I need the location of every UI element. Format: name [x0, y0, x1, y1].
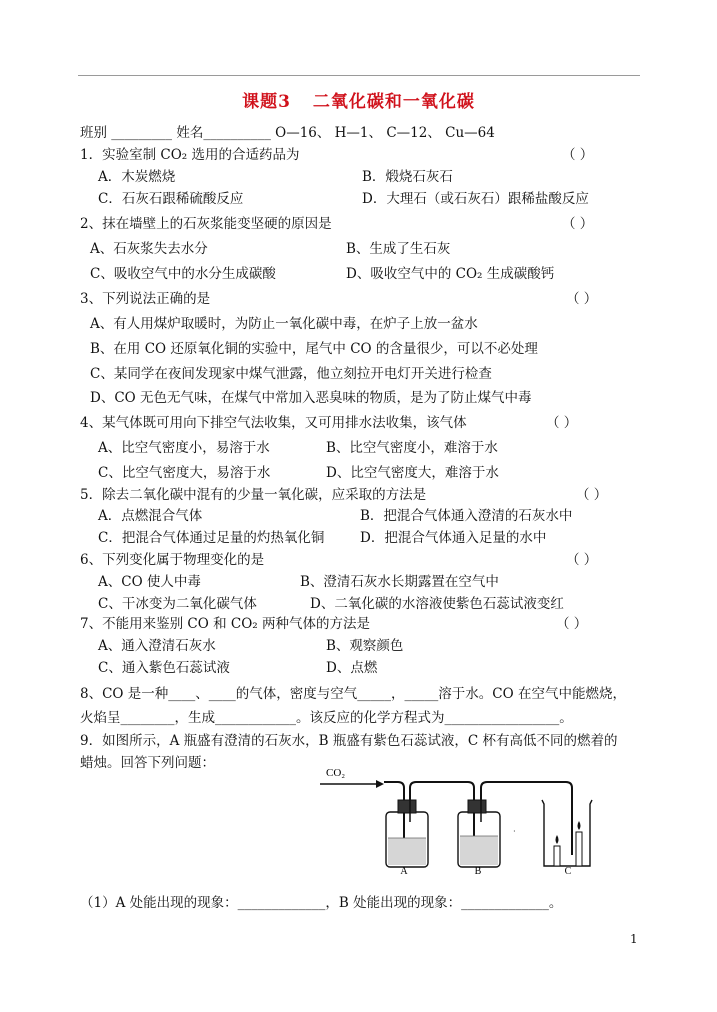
question-1-stem: 1．实验室制 CO₂ 选用的合适药品为 — [80, 147, 300, 163]
question-2-option-c: C、吸收空气中的水分生成碳酸 — [90, 266, 276, 282]
question-1-option-a: A．木炭燃烧 — [98, 169, 176, 185]
question-7-option-b: B、观察颜色 — [326, 638, 404, 654]
question-5-stem: 5．除去二氧化碳中混有的少量一氧化碳，应采取的方法是 — [80, 487, 427, 503]
question-4-option-c: C、比空气密度大，易溶于水 — [98, 465, 271, 481]
student-info-line: 班别 _________ 姓名__________ O—16、 H—1、 C—12、 Cu—64 — [80, 125, 495, 141]
question-6-option-c: C、干冰变为二氧化碳气体 — [98, 596, 257, 612]
question-4-option-a: A、比空气密度小，易溶于水 — [98, 440, 270, 456]
question-5-option-d: D．把混合气体通入足量的水中 — [360, 530, 547, 546]
page-number: 1 — [630, 932, 638, 946]
question-8-line-2: 火焰呈________，生成____________。该反应的化学方程式为_________________。 — [80, 710, 573, 726]
question-1-option-c: C．石灰石跟稀硫酸反应 — [98, 191, 244, 207]
bottle-a — [386, 800, 428, 867]
bottle-b — [458, 800, 500, 867]
lesson-number: 课题3 — [242, 92, 291, 112]
question-5-answer-paren: （ ） — [576, 487, 608, 503]
svg-text:·: · — [513, 827, 516, 836]
question-1-option-b: B．煅烧石灰石 — [362, 169, 453, 185]
question-7-answer-paren: （ ） — [556, 616, 588, 632]
question-2-answer-paren: （ ） — [562, 216, 594, 232]
question-9-line-1: 9．如图所示，A 瓶盛有澄清的石灰水，B 瓶盛有紫色石蕊试液，C 杯有高低不同的燃着的 — [80, 733, 618, 749]
page-title — [0, 90, 717, 114]
question-4-option-b: B、比空气密度小，难溶于水 — [326, 440, 498, 456]
question-4-option-d: D、比空气密度大，难溶于水 — [326, 465, 499, 481]
question-6-option-a: A、CO 使人中毒 — [98, 574, 201, 590]
question-7-option-a: A、通入澄清石灰水 — [98, 638, 216, 654]
header-rule — [78, 75, 640, 76]
inlet-arrow-head — [376, 780, 384, 788]
question-2-option-b: B、生成了生石灰 — [346, 241, 451, 257]
question-9-sub-1: （1）A 处能出现的现象：_____________，B 处能出现的现象：_____________。 — [80, 895, 563, 911]
question-3-stem: 3、下列说法正确的是 — [80, 291, 211, 307]
diagram-label-b: B — [474, 866, 482, 877]
question-7-option-d: D、点燃 — [326, 660, 378, 676]
question-6-answer-paren: （ ） — [566, 552, 598, 568]
question-5-option-b: B．把混合气体通入澄清的石灰水中 — [360, 508, 573, 524]
lesson-topic: 二氧化碳和一氧化碳 — [312, 92, 475, 112]
question-3-answer-paren: （ ） — [566, 291, 598, 307]
question-4-answer-paren: （ ） — [546, 415, 578, 431]
question-6-stem: 6、下列变化属于物理变化的是 — [80, 552, 265, 568]
diagram-label-a: A — [400, 866, 408, 877]
question-2-stem: 2、抹在墙壁上的石灰浆能变坚硬的原因是 — [80, 216, 332, 232]
question-3-option-d: D、CO 无色无气味，在煤气中常加入恶臭味的物质，是为了防止煤气中毒 — [90, 390, 532, 406]
question-3-option-a: A、有人用煤炉取暖时，为防止一氧化碳中毒，在炉子上放一盆水 — [90, 316, 478, 332]
question-5-option-c: C．把混合气体通过足量的灼热氧化铜 — [98, 530, 325, 546]
beaker-c — [542, 800, 592, 866]
question-8-line-1: 8、CO 是一种____、____的气体，密度与空气_____，_____溶于水。CO 在空气中能燃烧， — [80, 686, 626, 702]
question-2-option-a: A、石灰浆失去水分 — [90, 241, 208, 257]
question-2-option-d: D、吸收空气中的 CO₂ 生成碳酸钙 — [346, 266, 555, 282]
question-7-option-c: C、通入紫色石蕊试液 — [98, 660, 230, 676]
question-4-stem: 4、某气体既可用向下排空气法收集，又可用排水法收集，该气体 — [80, 415, 467, 431]
question-3-option-c: C、某同学在夜间发现家中煤气泄露，他立刻拉开电灯开关进行检查 — [90, 366, 492, 382]
question-6-option-b: B、澄清石灰水长期露置在空气中 — [300, 574, 499, 590]
diagram-label-c: C — [564, 866, 572, 877]
question-6-option-d: D、二氧化碳的水溶液使紫色石蕊试液变红 — [310, 596, 564, 612]
question-3-option-b: B、在用 CO 还原氧化铜的实验中，尾气中 CO 的含量很少，可以不必处理 — [90, 341, 538, 357]
diagram-co2-label: CO₂ — [326, 767, 346, 779]
question-5-option-a: A．点燃混合气体 — [98, 508, 203, 524]
question-7-stem: 7、不能用来鉴别 CO 和 CO₂ 两种气体的方法是 — [80, 616, 370, 632]
question-1-answer-paren: （ ） — [562, 147, 594, 163]
question-1-option-d: D．大理石（或石灰石）跟稀盐酸反应 — [362, 191, 589, 207]
apparatus-diagram — [318, 760, 608, 878]
question-9-line-2: 蜡烛。回答下列问题： — [80, 755, 215, 771]
